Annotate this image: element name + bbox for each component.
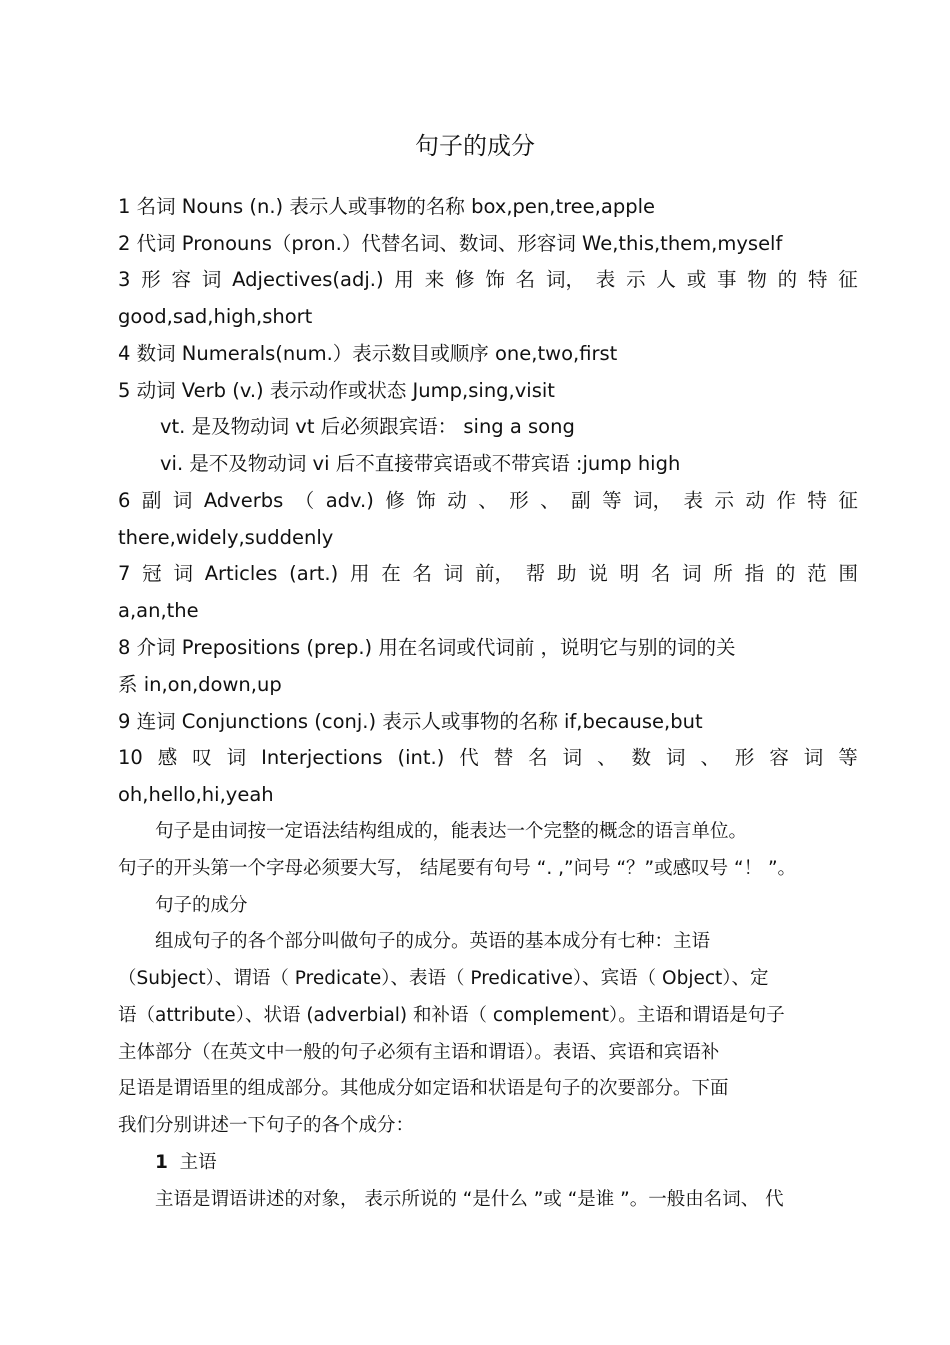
word: 名 [528,746,548,769]
word: 词 [803,746,824,769]
word: 征 [838,489,858,512]
paragraph: 组成句子的各个部分叫做句子的成分。英语的基本成分有七种：主语 [155,931,711,952]
word: 词 [172,489,193,512]
item-adverbs [118,486,858,516]
word: 动 [745,489,765,512]
paragraph: （Subject）、谓语（ Predicate）、表语（ Predicative）、宾语（ Object）、定 [118,968,769,989]
section-label: 主语 [179,1152,217,1173]
item-pronouns: 2 代词 Pronouns（pron.）代替名词、数词、形容词 We,this,them,myself [118,232,783,255]
item-numerals: 4 数词 Numerals(num.）表示数目或顺序 one,two,first [118,342,618,365]
item-interjections [118,743,858,773]
word: 词 [226,746,247,769]
item-nouns: 1 名词 Nouns (n.) 表示人或事物的名称 box,pen,tree,apple [118,195,655,218]
item-prepositions: 8 介词 Prepositions (prep.) 用在名词或代词前 ，说明它与别的词的关 [118,636,736,659]
word: 名 [650,562,671,585]
word: 、 [540,489,560,512]
word: 表 [595,268,616,291]
word: Adverbs [203,489,284,512]
word: 形 [509,489,529,512]
word: 的 [775,562,796,585]
item-interjections-examples: oh,hello,hi,yeah [118,783,274,806]
word: 名 [412,562,432,585]
paragraph: 句子是由词按一定语法结构组成的，能表达一个完整的概念的语言单位。 [155,821,748,842]
word: 名 [515,268,536,291]
word: 冠 [142,562,162,585]
word: 范 [807,562,827,585]
word: 词 [665,746,686,769]
word: 饰 [416,489,436,512]
word: 6 [118,489,131,512]
word: 代 [459,746,479,769]
item-adverbs-examples: there,widely,suddenly [118,526,334,549]
word: 替 [493,746,514,769]
word: 7 [118,562,131,585]
word: 词 [443,562,464,585]
word: Adjectives(adj.) [232,268,384,291]
word: 人 [656,268,676,291]
word: 副 [141,489,162,512]
paragraph: 主体部分（在英文中一般的句子必须有主语和谓语）。表语、宾语和宾语补 [118,1042,720,1063]
word: (int.) [397,746,445,769]
item-prepositions-examples: 系 in,on,down,up [118,673,282,696]
paragraph: 我们分别讲述一下句子的各个成分： [118,1115,415,1136]
paragraph: 句子的开头第一个字母必须要大写， 结尾要有句号 “. ,”问号 “？”或感叹号 “！ ”。 [118,858,797,879]
word: 在 [381,562,401,585]
word: 特 [807,489,827,512]
word: 帮 [525,562,546,585]
word: 形 [141,268,161,291]
word: 表 [683,489,704,512]
item-adjectives [118,265,858,295]
word: 等 [602,489,622,512]
word: 或 [686,268,707,291]
word: 词 [682,562,702,585]
word: 感 [157,746,178,769]
word: (art.) [289,562,339,585]
word: 修 [385,489,405,512]
paragraph: 主语是谓语讲述的对象， 表示所说的 “是什么 ”或 “是谁 ”。一般由名词、 代 [155,1189,784,1210]
word: 词， [545,268,585,291]
word: 说 [588,562,608,585]
word: 物 [747,268,767,291]
word: 副 [571,489,591,512]
word: 容 [769,746,789,769]
paragraph: 足语是谓语里的组成部分。其他成分如定语和状语是句子的次要部分。下面 [118,1078,729,1099]
word: 示 [626,268,646,291]
word: （ [294,489,315,512]
word: 、 [597,746,617,769]
word: 所 [713,562,733,585]
paragraph-heading: 句子的成分 [155,895,248,916]
word: 容 [171,268,192,291]
page-title: 句子的成分 [415,132,535,160]
word: 等 [838,746,858,769]
paragraph: 语（attribute）、状语 (adverbial) 和补语（ complement）。主语和谓语是句子 [118,1005,785,1026]
item-adjectives-examples: good,sad,high,short [118,305,313,328]
item-conjunctions: 9 连词 Conjunctions (conj.) 表示人或事物的名称 if,because,but [118,710,703,733]
word: 词， [633,489,673,512]
word: Articles [204,562,278,585]
word: 围 [838,562,858,585]
section-number: 1 [155,1152,168,1173]
word: 用 [394,268,414,291]
word: adv.) [325,489,374,512]
word: 作 [776,489,796,512]
word: 形 [734,746,755,769]
item-verb: 5 动词 Verb (v.) 表示动作或状态 Jump,sing,visit [118,379,555,402]
word: 修 [455,268,475,291]
word: 明 [619,562,640,585]
word: 、 [478,489,498,512]
item-verb-vi: vi. 是不及物动词 vi 后不直接带宾语或不带宾语 :jump high [160,452,681,475]
word: 3 [118,268,131,291]
word: 来 [424,268,445,291]
item-articles-examples: a,an,the [118,599,199,622]
item-verb-vt: vt. 是及物动词 vt 后必须跟宾语： sing a song [160,415,575,438]
word: 饰 [485,268,505,291]
word: 词 [562,746,583,769]
word: 事 [717,268,737,291]
word: 动 [447,489,467,512]
word: 特 [807,268,828,291]
word: 指 [744,562,765,585]
word: 的 [777,268,798,291]
word: 、 [700,746,720,769]
word: 前， [475,562,515,585]
word: 词 [173,562,193,585]
word: 数 [631,746,652,769]
word: 10 [118,746,143,769]
word: 助 [557,562,577,585]
word: 用 [349,562,370,585]
word: 词 [201,268,222,291]
word: 征 [838,268,858,291]
word: 叹 [192,746,212,769]
section-heading-subject [155,1148,217,1178]
word: 示 [714,489,735,512]
item-articles [118,559,858,589]
word: Interjections [261,746,383,769]
